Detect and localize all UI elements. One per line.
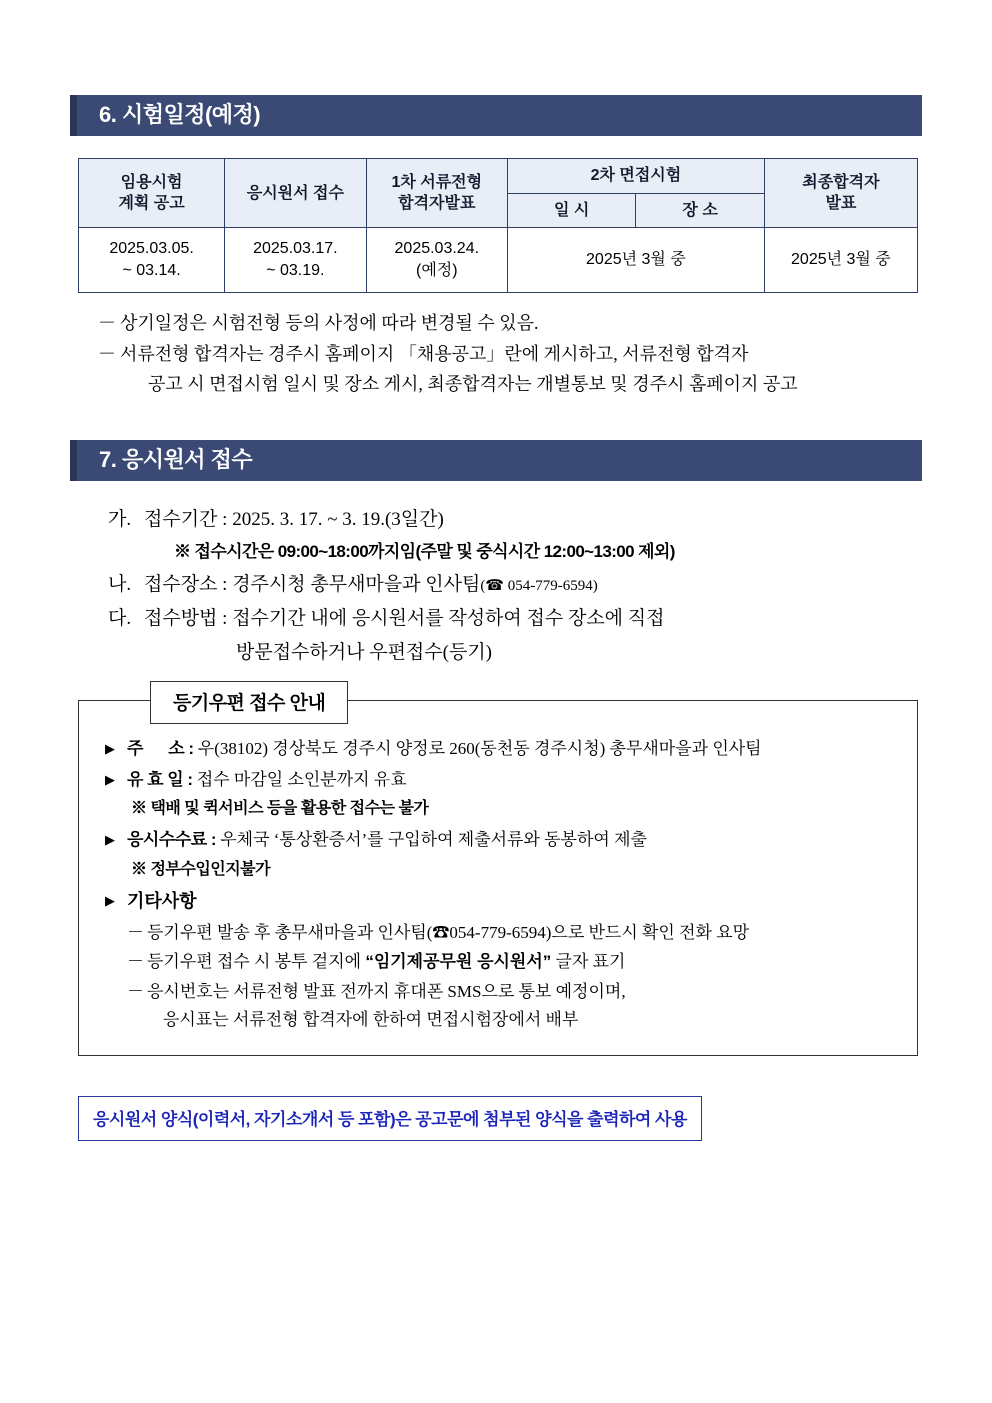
mail-etc-text-bold: “임기제공무원 응시원서” xyxy=(365,952,552,972)
mail-etc-text: 등기우편 발송 후 총무새마을과 인사팀(☎054-779-6594)으로 반드시 확인 전화 요망 xyxy=(147,922,750,942)
triangle-right-icon: ▶ xyxy=(105,832,115,848)
note-item xyxy=(98,309,922,339)
list-item-na-label: 나. xyxy=(108,573,132,595)
triangle-right-icon: ▶ xyxy=(105,892,115,908)
header-doc-result-line1: 1차 서류전형 xyxy=(391,173,483,191)
header-plan-notice xyxy=(79,159,225,228)
list-item-na xyxy=(108,568,922,602)
mail-etc-text-pre: 등기우편 접수 시 봉투 겉지에 xyxy=(147,952,366,972)
header-doc-result xyxy=(366,159,507,228)
list-item-da-label: 다. xyxy=(108,608,132,629)
list-item-da-text xyxy=(144,602,922,670)
cell-application xyxy=(225,228,366,292)
reception-place-text: 접수장소 : 경주시청 총무새마을과 인사팀 xyxy=(144,573,481,595)
mail-validity-value: 접수 마감일 소인분까지 유효 xyxy=(196,769,407,789)
registered-mail-section xyxy=(78,693,918,1056)
mail-note-no-revenue-stamp: ※ 정부수입인지불가 xyxy=(131,860,271,878)
section-7-list xyxy=(108,503,922,670)
list-item-na-text xyxy=(144,568,922,602)
schedule-table-head xyxy=(79,159,918,228)
mail-etc-dash: － xyxy=(127,952,144,972)
mail-row-fee xyxy=(105,826,891,854)
mail-row-address xyxy=(105,735,891,763)
note-text: 상기일정은 시험전형 등의 사정에 따라 변경될 수 있음. xyxy=(120,312,539,333)
header-interview-date: 일 시 xyxy=(508,193,636,228)
triangle-right-icon: ▶ xyxy=(105,771,115,787)
mail-etc-dash: － xyxy=(127,982,144,1001)
table-header-row-1 xyxy=(79,159,918,194)
header-doc-result-line2: 합격자발표 xyxy=(398,195,476,213)
header-final-result xyxy=(764,159,917,228)
list-item-ga-label: 가. xyxy=(108,509,132,531)
triangle-right-icon: ▶ xyxy=(105,741,115,757)
list-item-ga xyxy=(108,503,922,537)
mail-fee-key: 응시수수료 : xyxy=(127,830,221,850)
mail-etc-item xyxy=(127,919,891,947)
list-item-ga-text: 접수기간 : 2025. 3. 17. ~ 3. 19.(3일간) xyxy=(144,509,444,531)
note-item xyxy=(98,340,922,399)
note-dash: － xyxy=(98,344,116,365)
cell-doc-result-line2: (예정) xyxy=(416,262,458,280)
note-dash: － xyxy=(98,312,116,333)
mail-etc-title: 기타사항 xyxy=(127,890,197,911)
note-text xyxy=(120,340,922,399)
mail-row-validity xyxy=(105,766,891,794)
cell-plan-notice xyxy=(79,228,225,292)
registered-mail-box xyxy=(78,700,918,1056)
footer-notice-box: 응시원서 양식(이력서, 자기소개서 등 포함)은 공고문에 첨부된 양식을 출력하여 사용 xyxy=(78,1096,702,1141)
reception-method-line1: 접수방법 : 접수기간 내에 응시원서를 작성하여 접수 장소에 직접 xyxy=(144,608,665,629)
section-6-notes xyxy=(98,309,922,400)
mail-note-no-courier: ※ 택배 및 퀵서비스 등을 활용한 접수는 불가 xyxy=(131,800,429,818)
section-7-heading: 7. 응시원서 접수 xyxy=(70,440,922,481)
cell-final-result: 2025년 3월 중 xyxy=(764,228,917,292)
mail-row-etc xyxy=(105,887,891,916)
header-final-result-line2: 발표 xyxy=(825,195,857,213)
list-item-da xyxy=(108,602,922,670)
cell-doc-result-line1: 2025.03.24. xyxy=(394,240,480,258)
registered-mail-title: 등기우편 접수 안내 xyxy=(150,681,348,724)
reception-phone: (☎ 054-779-6594) xyxy=(480,577,598,594)
mail-fee-line xyxy=(127,826,647,854)
cell-application-line2: ~ 03.19. xyxy=(266,262,325,280)
cell-interview: 2025년 3월 중 xyxy=(508,228,765,292)
cell-doc-result xyxy=(366,228,507,292)
mail-etc-text xyxy=(147,978,891,1033)
header-plan-notice-line2: 계획 공고 xyxy=(118,195,185,213)
mail-address-key: 주 소 : xyxy=(127,739,198,759)
mail-etc-item xyxy=(127,978,891,1033)
schedule-table-body xyxy=(79,228,918,292)
cell-plan-notice-line2: ~ 03.14. xyxy=(122,262,181,280)
header-interview-group: 2차 면접시험 xyxy=(508,159,765,194)
mail-etc-dash: － xyxy=(127,922,144,942)
note-text-line1: 서류전형 합격자는 경주시 홈페이지 「채용공고」란에 게시하고, 서류전형 합격자 xyxy=(120,344,749,365)
mail-fee-value: 우체국 ‘통상환증서’를 구입하여 제출서류와 동봉하여 제출 xyxy=(220,830,647,850)
mail-etc-item xyxy=(127,948,891,976)
mail-address-value: 우(38102) 경상북도 경주시 양정로 260(동천동 경주시청) 총무새마을과 인사팀 xyxy=(197,739,762,759)
exam-schedule-table xyxy=(78,158,918,292)
header-application: 응시원서 접수 xyxy=(225,159,366,228)
cell-plan-notice-line1: 2025.03.05. xyxy=(109,240,194,258)
mail-address-line xyxy=(127,735,762,763)
note-text-line2: 공고 시 면접시험 일시 및 장소 게시, 최종합격자는 개별통보 및 경주시 홈페이지 공고 xyxy=(148,374,798,395)
mail-etc-text xyxy=(147,948,891,976)
section-6-heading: 6. 시험일정(예정) xyxy=(70,95,922,136)
mail-validity-key: 유 효 일 : xyxy=(127,769,197,789)
header-final-result-line1: 최종합격자 xyxy=(802,173,880,191)
header-plan-notice-line1: 임용시험 xyxy=(120,173,183,191)
reception-time-note: ※ 접수시간은 09:00~18:00까지임(주말 및 중식시간 12:00~13:00 제외) xyxy=(174,542,675,562)
mail-validity-line xyxy=(127,766,407,794)
header-interview-place: 장 소 xyxy=(636,193,764,228)
mail-etc-text-post: 글자 표기 xyxy=(551,952,626,972)
mail-etc-text-line1: 응시번호는 서류전형 발표 전까지 휴대폰 SMS으로 통보 예정이며, xyxy=(147,982,626,1001)
mail-etc-text-line2: 응시표는 서류전형 합격자에 한하여 면접시험장에서 배부 xyxy=(163,1009,579,1029)
reception-method-line2: 방문접수하거나 우편접수(등기) xyxy=(236,642,493,664)
cell-application-line1: 2025.03.17. xyxy=(253,240,338,258)
table-row xyxy=(79,228,918,292)
